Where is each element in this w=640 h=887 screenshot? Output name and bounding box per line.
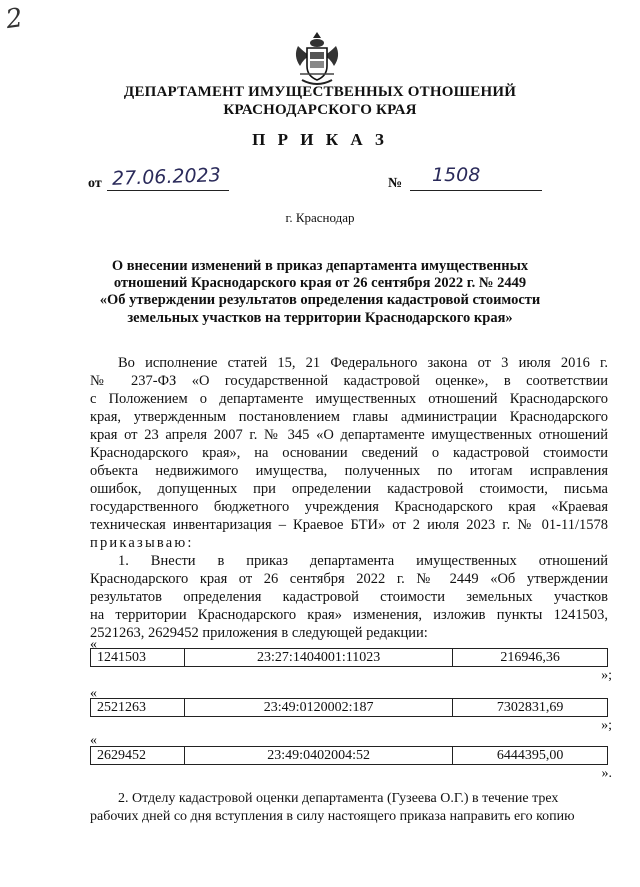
date-prefix: от [88, 176, 102, 191]
item1-line: Краснодарского края от 26 сентября 2022 г. № 2449 «Об утверждении [90, 571, 608, 587]
date-underline [107, 190, 229, 191]
item2-line: рабочих дней со дня вступления в силу настоящего приказа направить его копию [90, 809, 575, 824]
record-number: 1241503 [91, 649, 185, 667]
record-value: 7302831,69 [453, 699, 608, 717]
subject-line: отношений Краснодарского края от 26 сентября 2022 г. № 2449 [113, 275, 527, 291]
table-row [91, 699, 608, 717]
number-value: 1508 [432, 164, 481, 186]
body-line: с Положением о департаменте имущественных отношений Краснодарского [90, 391, 608, 407]
quote-open: « [90, 733, 97, 748]
subject-line: О внесении изменений в приказ департамента имущественных [111, 258, 529, 274]
record-value: 6444395,00 [453, 747, 608, 765]
item1-line: 1. Внести в приказ департамента имущественных отношений [118, 553, 608, 569]
city: г. Краснодар [285, 210, 355, 225]
record-number: 2629452 [91, 747, 185, 765]
body-line: Краснодарского края», на основании сведений о кадастровой стоимости [90, 445, 608, 461]
body-line: техническая инвентаризация – Краевое БТИ» от 2 июля 2023 г. № 01-11/1578 [90, 517, 608, 533]
handwritten-page-mark: 2 [3, 2, 25, 36]
number-underline [410, 190, 542, 191]
quote-open: « [90, 637, 97, 652]
record-table [90, 648, 608, 667]
body-line: ошибок, допущенных при определении кадастровой стоимости, письма [90, 481, 608, 497]
subject-line: земельных участков на территории Краснодарского края» [127, 310, 513, 326]
item1-line: результатов определения кадастровой стоимости земельных участков [90, 589, 608, 605]
body-line: № 237-ФЗ «О государственной кадастровой оценке», в соответствии [90, 373, 608, 389]
subject-line: «Об утверждении результатов определения кадастровой стоимости [99, 292, 541, 308]
body-line: края от 23 апреля 2007 г. № 345 «О департаменте имущественных отношений [90, 427, 608, 443]
decree-word: приказываю: [90, 535, 194, 551]
order-title: П Р И К А З [252, 130, 388, 149]
quote-close: ». [601, 766, 612, 781]
record-number: 2521263 [91, 699, 185, 717]
item2-line: 2. Отделу кадастровой оценки департамента (Гузеева О.Г.) в течение трех [118, 791, 559, 806]
quote-close: »; [601, 668, 612, 683]
quote-close: »; [601, 718, 612, 733]
body-line: объекта недвижимого имущества, полученных по итогам исправления [90, 463, 608, 479]
coat-of-arms-icon [292, 30, 342, 88]
record-cadastral: 23:49:0402004:52 [185, 747, 453, 765]
record-value: 216946,36 [453, 649, 608, 667]
item1-line: 2521263, 2629452 приложения в следующей редакции: [90, 625, 428, 641]
record-cadastral: 23:49:0120002:187 [185, 699, 453, 717]
record-table [90, 698, 608, 717]
date-value: 27.06.2023 [111, 164, 222, 190]
number-prefix: № [388, 176, 403, 191]
quote-open: « [90, 686, 97, 701]
item1-line: на территории Краснодарского края» изменения, изложив пункты 1241503, [90, 607, 608, 623]
body-line: края, утвержденным постановлением главы администрации Краснодарского [90, 409, 608, 425]
record-table [90, 746, 608, 765]
body-line: Во исполнение статей 15, 21 Федерального закона от 3 июля 2016 г. [118, 355, 608, 371]
department-name-line2: КРАСНОДАРСКОГО КРАЯ [223, 102, 417, 118]
record-cadastral: 23:27:1404001:11023 [185, 649, 453, 667]
table-row [91, 747, 608, 765]
department-name-line1: ДЕПАРТАМЕНТ ИМУЩЕСТВЕННЫХ ОТНОШЕНИЙ [123, 84, 517, 100]
body-line: государственного бюджетного учреждения Краснодарского края «Краевая [90, 499, 608, 515]
table-row [91, 649, 608, 667]
